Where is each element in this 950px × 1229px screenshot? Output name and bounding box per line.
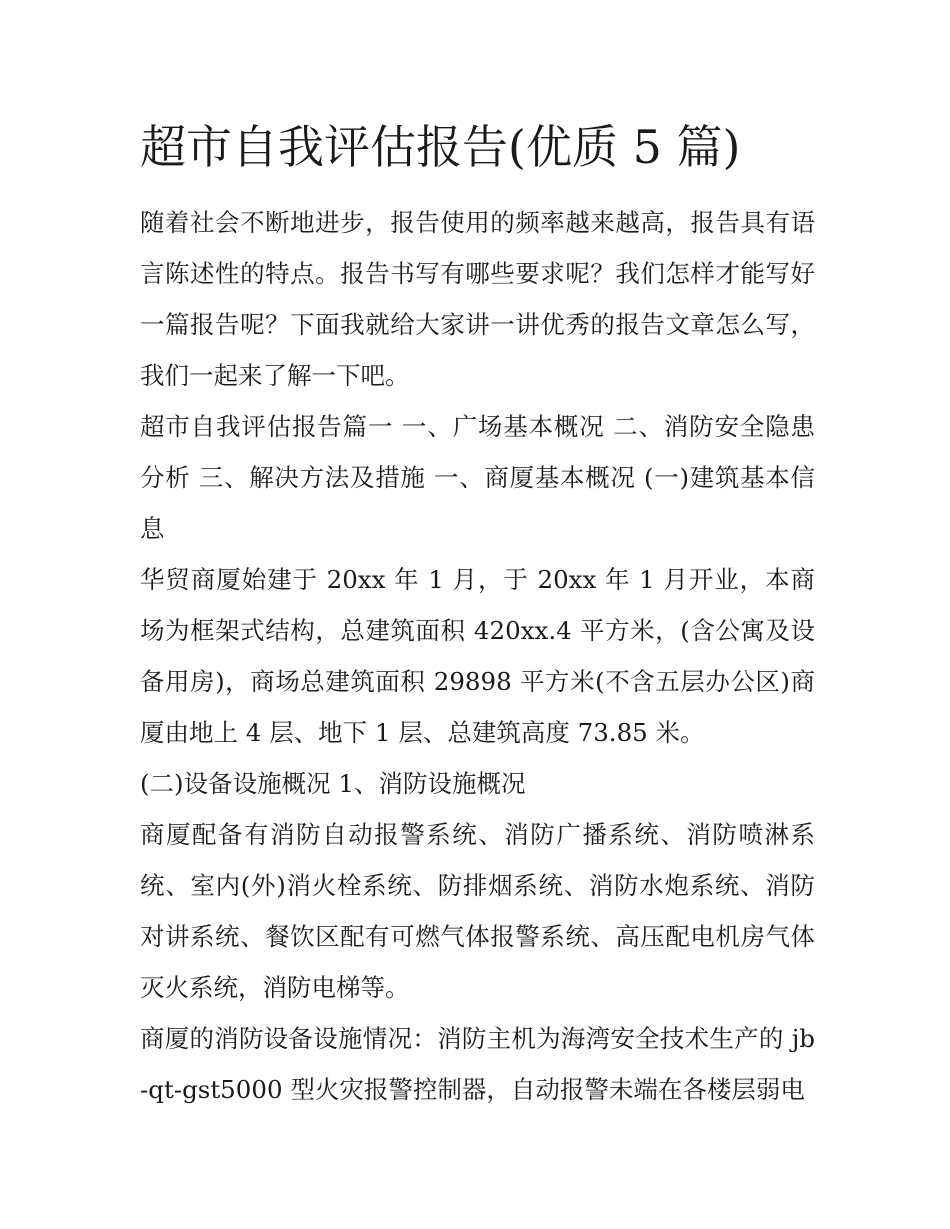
fire-equipment-paragraph: 商厦的消防设备设施情况：消防主机为海湾安全技术生产的 jb-qt-gst5000 型火灾报警控制器，自动报警未端在各楼层弱电 [140, 1024, 815, 1104]
document-body [140, 197, 815, 1115]
building-info-paragraph: 华贸商厦始建于 20xx 年 1 月，于 20xx 年 1 月开业，本商场为框架式结构，总建筑面积 420xx.4 平方米，(含公寓及设备用房)，商场总建筑面积 29898 平方米(不含五层办公区)商厦由地上 4 层、地下 1 层、总建筑高度 73.85 米。 [140, 565, 815, 747]
outline-paragraph: 超市自我评估报告篇一 一、广场基本概况 二、消防安全隐患分析 三、解决方法及措施 一、商厦基本概况 (一)建筑基本信息 [140, 412, 815, 543]
document-title: 超市自我评估报告(优质 5 篇) [140, 120, 741, 174]
fire-systems-paragraph: 商厦配备有消防自动报警系统、消防广播系统、消防喷淋系统、室内(外)消火栓系统、防排烟系统、消防水炮系统、消防对讲系统、餐饮区配有可燃气体报警系统、高压配电机房气体灭火系统，消防电梯等。 [140, 820, 815, 1002]
section-heading-equipment: (二)设备设施概况 1、消防设施概况 [140, 769, 526, 798]
intro-paragraph: 随着社会不断地进步，报告使用的频率越来越高，报告具有语言陈述性的特点。报告书写有哪些要求呢？我们怎样才能写好一篇报告呢？下面我就给大家讲一讲优秀的报告文章怎么写，我们一起来了解一下吧。 [140, 208, 815, 390]
